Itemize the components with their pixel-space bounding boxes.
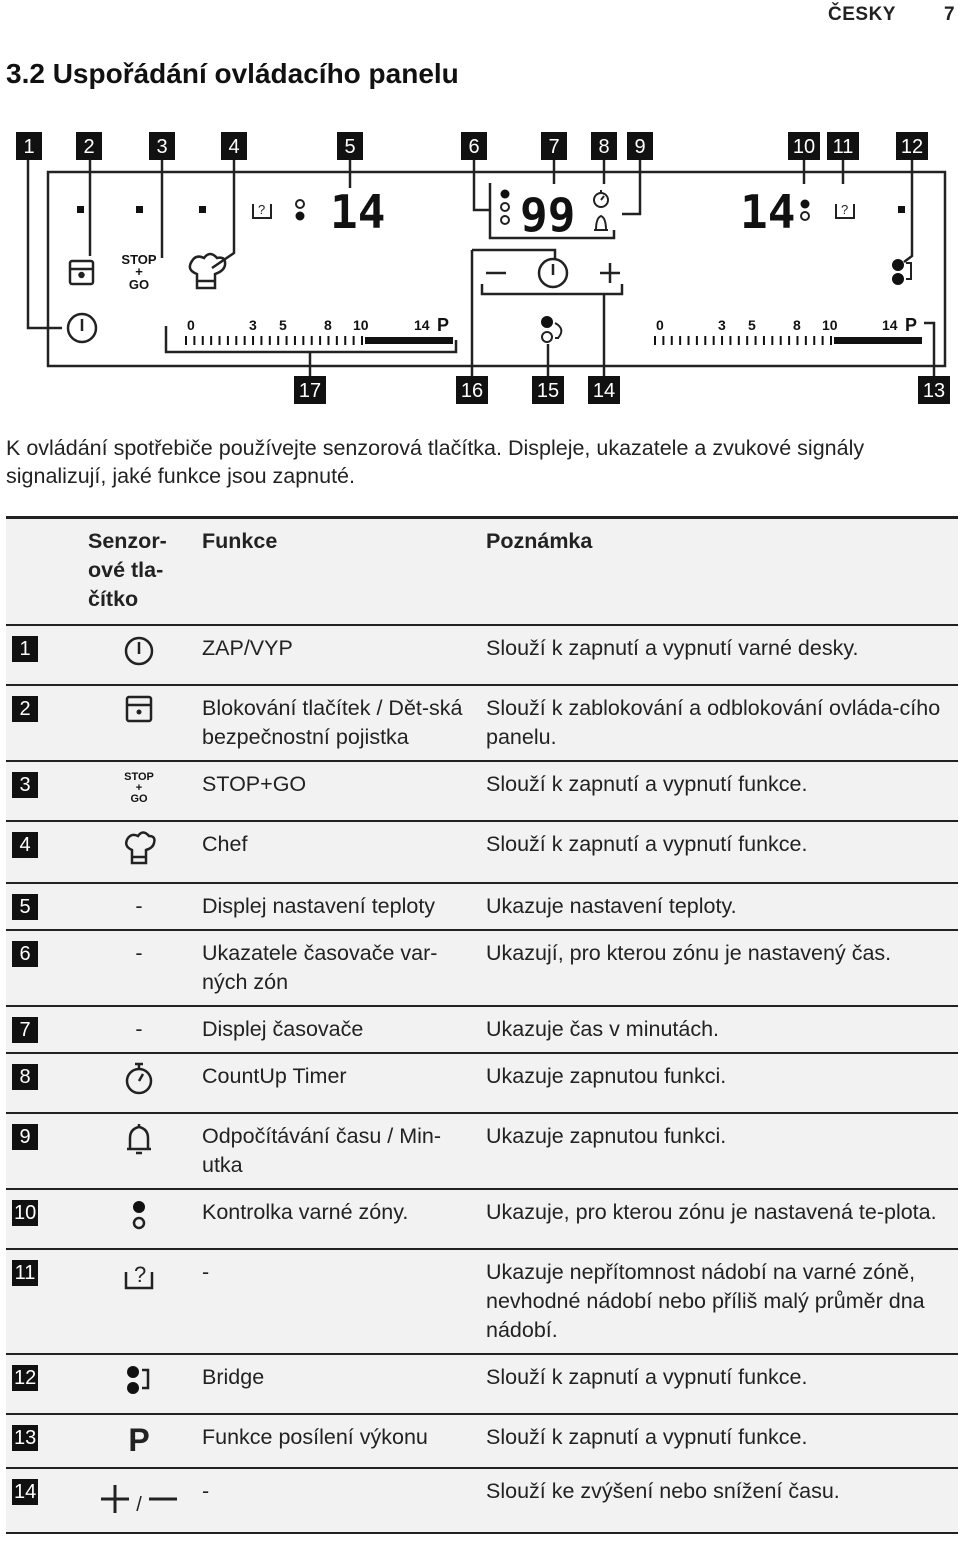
timer-display: 99 bbox=[520, 188, 576, 242]
svg-text:P: P bbox=[437, 315, 450, 335]
table-row bbox=[6, 685, 958, 761]
table-row bbox=[6, 1468, 958, 1533]
row-number-badge: 3 bbox=[12, 772, 38, 798]
function-cell: Chef bbox=[202, 832, 248, 856]
svg-text:14: 14 bbox=[414, 317, 430, 333]
callout-13: 13 bbox=[922, 380, 946, 402]
svg-text:8: 8 bbox=[793, 317, 801, 333]
row-number-badge: 7 bbox=[12, 1017, 38, 1043]
table-row bbox=[6, 1053, 958, 1113]
row-number-badge: 4 bbox=[12, 832, 38, 858]
callout-1: 1 bbox=[23, 136, 35, 158]
bridge-center-icon bbox=[541, 316, 561, 342]
callout-5: 5 bbox=[344, 136, 356, 158]
svg-text:STOP: STOP bbox=[121, 252, 157, 267]
function-cell: ZAP/VYP bbox=[202, 636, 293, 660]
row-number-cell bbox=[6, 821, 82, 883]
callout-12: 12 bbox=[900, 136, 924, 158]
table-row bbox=[6, 1249, 958, 1354]
row-number-cell bbox=[6, 930, 82, 1006]
timer-power-icon bbox=[539, 259, 567, 287]
svg-text:10: 10 bbox=[353, 317, 369, 333]
svg-text:GO: GO bbox=[130, 793, 148, 804]
row-number-badge: 5 bbox=[12, 894, 38, 920]
row-number-badge: 11 bbox=[12, 1260, 38, 1286]
sensor-cell bbox=[82, 1006, 196, 1053]
svg-text:0: 0 bbox=[656, 317, 664, 333]
bell-icon bbox=[594, 216, 608, 230]
control-table bbox=[6, 516, 958, 1534]
bridge-icon bbox=[892, 259, 911, 285]
function-cell: - bbox=[202, 1260, 210, 1284]
stopwatch-icon bbox=[594, 190, 608, 207]
table-row bbox=[6, 761, 958, 821]
svg-text:STOP: STOP bbox=[124, 771, 154, 783]
power-icon bbox=[68, 314, 96, 342]
row-number-cell bbox=[6, 1189, 82, 1249]
table-row bbox=[6, 883, 958, 930]
chef-hat-icon bbox=[122, 830, 156, 874]
function-cell: Blokování tlačítek / Dět-ská bezpečnostní pojistka bbox=[202, 696, 463, 749]
function-cell: Odpočítávání času / Min-utka bbox=[202, 1124, 441, 1177]
table-row bbox=[6, 1354, 958, 1414]
function-cell: Ukazatele časovače var-ných zón bbox=[202, 941, 438, 994]
svg-text:?: ? bbox=[134, 1262, 147, 1287]
table-row bbox=[6, 821, 958, 883]
sensor-cell bbox=[82, 625, 196, 685]
note-cell: Ukazují, pro kterou zónu je nastavený čas. bbox=[486, 941, 892, 965]
header-sensor: Senzor- ové tla- čítko bbox=[88, 529, 167, 611]
svg-text:14: 14 bbox=[882, 317, 898, 333]
table-row bbox=[6, 1113, 958, 1189]
intro-text: K ovládání spotřebiče používejte senzorová tlačítka. Displeje, ukazatele a zvukové signály signalizují, jaké funkce jsou zapnuté. bbox=[6, 436, 865, 488]
note-cell: Slouží k zapnutí a vypnutí funkce. bbox=[486, 772, 808, 796]
power-icon bbox=[122, 634, 156, 676]
note-cell: Slouží ke zvýšení nebo snížení času. bbox=[486, 1479, 840, 1503]
callout-10: 10 bbox=[792, 136, 816, 158]
stopwatch-icon bbox=[123, 1062, 155, 1104]
svg-text:?: ? bbox=[258, 202, 266, 217]
svg-text:?: ? bbox=[841, 202, 849, 217]
sensor-none: - bbox=[135, 941, 143, 965]
sensor-cell bbox=[82, 761, 196, 821]
note-cell: Ukazuje zapnutou funkci. bbox=[486, 1064, 727, 1088]
svg-text:8: 8 bbox=[324, 317, 332, 333]
row-number-cell bbox=[6, 1113, 82, 1189]
function-cell: Bridge bbox=[202, 1365, 265, 1389]
note-cell: Slouží k zapnutí a vypnutí funkce. bbox=[486, 1425, 808, 1449]
row-number-badge: 1 bbox=[12, 636, 38, 662]
plus-icon bbox=[98, 1482, 132, 1516]
row-number-cell bbox=[6, 1468, 82, 1533]
note-cell: Ukazuje nepřítomnost nádobí na varné zóně, nevhodné nádobí nebo příliš malý průměr dna nádobí. bbox=[486, 1260, 925, 1342]
row-number-cell bbox=[6, 625, 82, 685]
lock-icon bbox=[70, 261, 93, 284]
sensor-cell bbox=[82, 930, 196, 1006]
table-row bbox=[6, 930, 958, 1006]
callout-3: 3 bbox=[156, 136, 168, 158]
sensor-cell bbox=[82, 685, 196, 761]
callout-2: 2 bbox=[83, 136, 95, 158]
sensor-cell bbox=[82, 1354, 196, 1414]
stop-go-icon bbox=[121, 252, 156, 292]
note-cell: Slouží k zapnutí a vypnutí funkce. bbox=[486, 1365, 808, 1389]
row-number-badge: 8 bbox=[12, 1064, 38, 1090]
power-boost-icon: P bbox=[128, 1422, 150, 1458]
function-cell: CountUp Timer bbox=[202, 1064, 347, 1088]
note-cell: Ukazuje, pro kterou zónu je nastavená te-plota. bbox=[486, 1200, 937, 1224]
function-cell: Funkce posílení výkonu bbox=[202, 1425, 428, 1449]
function-cell: Kontrolka varné zóny. bbox=[202, 1200, 409, 1224]
callout-8: 8 bbox=[598, 136, 610, 158]
zone-indicator-icon bbox=[129, 1198, 149, 1240]
row-number-badge: 13 bbox=[14, 1427, 37, 1449]
note-cell: Ukazuje nastavení teploty. bbox=[486, 894, 737, 918]
table-row bbox=[6, 1414, 958, 1468]
header-note: Poznámka bbox=[486, 529, 593, 553]
row-number-badge: 9 bbox=[12, 1124, 38, 1150]
note-cell: Slouží k zapnutí a vypnutí funkce. bbox=[486, 832, 808, 856]
callout-14: 14 bbox=[592, 380, 616, 402]
pan-detect-icon bbox=[122, 1258, 156, 1300]
lock-icon bbox=[124, 694, 154, 732]
table-row bbox=[6, 625, 958, 685]
note-cell: Slouží k zablokování a odblokování ovláda-cího panelu. bbox=[486, 696, 941, 749]
function-cell: - bbox=[202, 1479, 210, 1503]
callout-15: 15 bbox=[536, 380, 560, 402]
row-number-cell bbox=[6, 685, 82, 761]
section-title: 3.2 Uspořádání ovládacího panelu bbox=[6, 58, 459, 89]
table-header bbox=[6, 518, 958, 626]
minus-icon bbox=[146, 1482, 180, 1516]
svg-text:+: + bbox=[135, 782, 143, 794]
row-number-cell bbox=[6, 1006, 82, 1053]
sensor-none: - bbox=[135, 1017, 143, 1041]
sensor-cell bbox=[82, 1189, 196, 1249]
note-cell: Slouží k zapnutí a vypnutí varné desky. bbox=[486, 636, 859, 660]
page-number: 7 bbox=[944, 4, 955, 25]
sensor-cell bbox=[82, 1249, 196, 1354]
row-number-badge: 6 bbox=[12, 941, 38, 967]
chef-hat-icon bbox=[190, 254, 225, 288]
control-panel-diagram bbox=[0, 118, 960, 418]
callout-16: 16 bbox=[460, 380, 484, 402]
sensor-cell bbox=[82, 1053, 196, 1113]
table-row bbox=[6, 1006, 958, 1053]
callout-6: 6 bbox=[468, 136, 480, 158]
svg-text:+: + bbox=[135, 264, 143, 279]
sensor-cell bbox=[82, 1468, 196, 1533]
row-number-badge: 14 bbox=[14, 1481, 37, 1503]
function-cell: Displej časovače bbox=[202, 1017, 364, 1041]
row-number-badge: 2 bbox=[12, 696, 38, 722]
function-cell: STOP+GO bbox=[202, 772, 307, 796]
stop-go-icon bbox=[119, 770, 159, 812]
callout-9: 9 bbox=[634, 136, 646, 158]
sensor-cell bbox=[82, 883, 196, 930]
plus-minus-icon bbox=[98, 1477, 180, 1520]
page-language: ČESKY bbox=[828, 4, 896, 25]
note-cell: Ukazuje zapnutou funkci. bbox=[486, 1124, 727, 1148]
row-number-cell bbox=[6, 1249, 82, 1354]
bridge-icon bbox=[123, 1363, 155, 1405]
table-row bbox=[6, 1189, 958, 1249]
svg-text:3: 3 bbox=[718, 317, 726, 333]
svg-text:10: 10 bbox=[822, 317, 838, 333]
row-number-cell bbox=[6, 1414, 82, 1468]
row-number-cell bbox=[6, 761, 82, 821]
separator: / bbox=[136, 1494, 142, 1516]
row-number-cell bbox=[6, 1053, 82, 1113]
power-scale-right bbox=[656, 315, 917, 335]
svg-text:GO: GO bbox=[128, 277, 150, 292]
function-cell: Displej nastavení teploty bbox=[202, 894, 436, 918]
row-number-badge: 10 bbox=[14, 1202, 37, 1224]
header-function: Funkce bbox=[202, 529, 278, 553]
sensor-cell bbox=[82, 1113, 196, 1189]
svg-text:5: 5 bbox=[748, 317, 756, 333]
svg-text:5: 5 bbox=[279, 317, 287, 333]
sensor-cell bbox=[82, 821, 196, 883]
row-number-cell bbox=[6, 883, 82, 930]
temperature-display-left: 14 bbox=[330, 185, 386, 239]
callout-11: 11 bbox=[832, 136, 854, 158]
svg-text:3: 3 bbox=[249, 317, 257, 333]
sensor-cell bbox=[82, 1414, 196, 1468]
callout-7: 7 bbox=[548, 136, 560, 158]
svg-text:P: P bbox=[905, 315, 918, 335]
callout-4: 4 bbox=[228, 136, 240, 158]
power-scale-left bbox=[187, 315, 449, 335]
sensor-none: - bbox=[135, 894, 143, 918]
note-cell: Ukazuje čas v minutách. bbox=[486, 1017, 720, 1041]
temperature-display-right: 14 bbox=[740, 185, 796, 239]
plus-icon bbox=[600, 263, 620, 283]
row-number-badge: 12 bbox=[14, 1367, 37, 1389]
bell-icon bbox=[123, 1122, 155, 1164]
callout-17: 17 bbox=[298, 380, 322, 402]
svg-text:0: 0 bbox=[187, 317, 195, 333]
row-number-cell bbox=[6, 1354, 82, 1414]
